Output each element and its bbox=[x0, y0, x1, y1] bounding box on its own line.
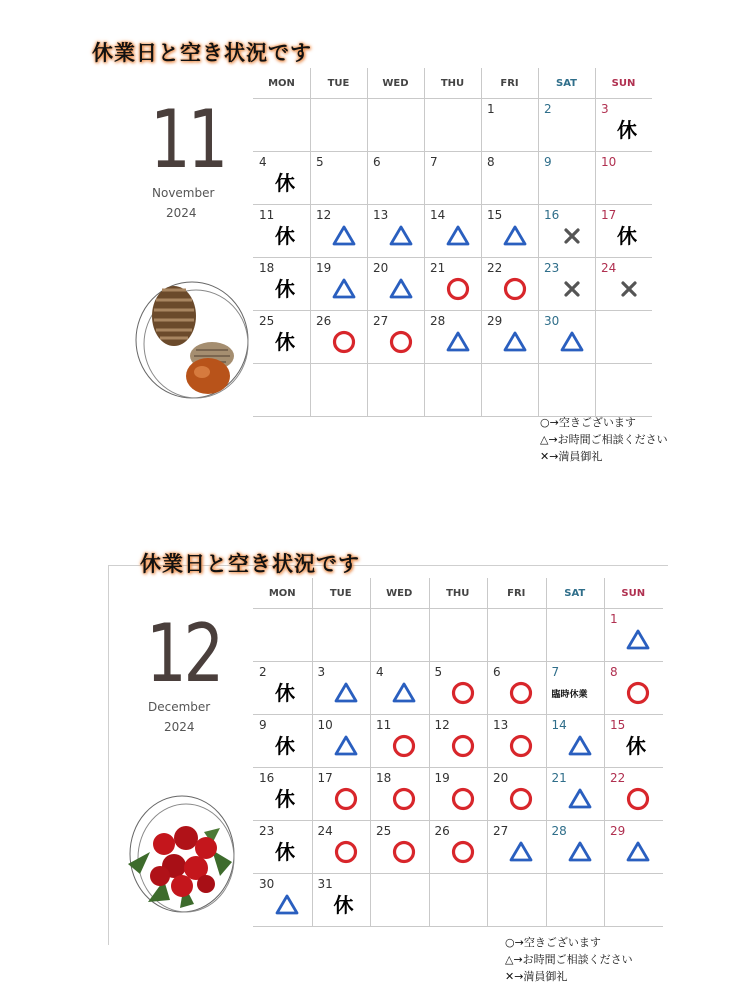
day-number: 3 bbox=[601, 102, 609, 116]
triangle-icon bbox=[388, 223, 414, 249]
triangle-icon bbox=[331, 223, 357, 249]
legend-circle: ○→空きございます bbox=[505, 936, 601, 949]
day-number: 12 bbox=[434, 718, 450, 732]
day-number: 20 bbox=[373, 261, 389, 275]
november-calendar-grid bbox=[253, 68, 653, 413]
triangle-icon bbox=[625, 627, 651, 653]
closed-day-label: 休 bbox=[275, 330, 295, 354]
triangle-icon bbox=[502, 329, 528, 355]
cross-icon bbox=[559, 223, 585, 249]
day-number: 4 bbox=[259, 155, 267, 169]
triangle-icon bbox=[559, 329, 585, 355]
day-number: 21 bbox=[551, 771, 567, 785]
closed-day-label: 休 bbox=[275, 840, 295, 864]
day-number: 15 bbox=[610, 718, 626, 732]
triangle-icon bbox=[445, 329, 471, 355]
closed-day-label: 休 bbox=[275, 277, 295, 301]
day-number: 1 bbox=[487, 102, 495, 116]
day-number: 16 bbox=[544, 208, 560, 222]
day-number: 25 bbox=[376, 824, 392, 838]
temporary-closure-note: 臨時休業 bbox=[551, 690, 588, 700]
day-number: 22 bbox=[610, 771, 626, 785]
day-number: 7 bbox=[430, 155, 438, 169]
weekday-header-wed: WED bbox=[386, 588, 413, 599]
closed-day-label: 休 bbox=[275, 681, 295, 705]
day-number: 13 bbox=[493, 718, 509, 732]
weekday-header-sat: SAT bbox=[564, 588, 586, 599]
day-number: 29 bbox=[487, 314, 503, 328]
legend bbox=[505, 934, 633, 985]
circle-icon bbox=[450, 839, 476, 865]
circle-icon bbox=[391, 839, 417, 865]
red-flower-wreath-illustration bbox=[120, 792, 250, 932]
weekday-header-wed: WED bbox=[382, 78, 409, 89]
day-number: 11 bbox=[376, 718, 392, 732]
circle-icon bbox=[502, 276, 528, 302]
triangle-icon bbox=[274, 892, 300, 918]
triangle-icon bbox=[333, 733, 359, 759]
triangle-icon bbox=[331, 276, 357, 302]
circle-icon bbox=[508, 786, 534, 812]
triangle-icon bbox=[388, 276, 414, 302]
triangle-icon bbox=[567, 733, 593, 759]
circle-icon bbox=[625, 786, 651, 812]
legend-triangle: △→お時間ご相談ください bbox=[540, 433, 668, 446]
triangle-icon bbox=[508, 839, 534, 865]
cross-icon bbox=[616, 276, 642, 302]
month-number: 11 bbox=[150, 93, 226, 186]
weekday-header-sun: SUN bbox=[611, 78, 636, 89]
day-number: 11 bbox=[259, 208, 275, 222]
weekday-header-thu: THU bbox=[440, 78, 465, 89]
day-number: 18 bbox=[259, 261, 275, 275]
day-number: 4 bbox=[376, 665, 384, 679]
day-number: 18 bbox=[376, 771, 392, 785]
day-number: 6 bbox=[373, 155, 381, 169]
weekday-header-tue: TUE bbox=[327, 78, 350, 89]
day-number: 14 bbox=[430, 208, 446, 222]
weekday-header-mon: MON bbox=[268, 588, 296, 599]
page-title: 休業日と空き状況です bbox=[140, 552, 360, 576]
month-number: 12 bbox=[146, 607, 222, 700]
closed-day-label: 休 bbox=[617, 224, 637, 248]
day-number: 27 bbox=[373, 314, 389, 328]
triangle-icon bbox=[333, 680, 359, 706]
legend-cross: ✕→満員御礼 bbox=[540, 450, 603, 463]
day-number: 13 bbox=[373, 208, 389, 222]
weekday-header-sun: SUN bbox=[621, 588, 646, 599]
day-number: 10 bbox=[601, 155, 617, 169]
day-number: 23 bbox=[544, 261, 560, 275]
day-number: 31 bbox=[317, 877, 333, 891]
day-number: 1 bbox=[610, 612, 618, 626]
weekday-header-mon: MON bbox=[268, 78, 295, 89]
circle-icon bbox=[450, 733, 476, 759]
day-number: 5 bbox=[434, 665, 443, 679]
month-year: 2024 bbox=[164, 720, 195, 734]
circle-icon bbox=[450, 680, 476, 706]
legend bbox=[540, 414, 668, 465]
day-number: 26 bbox=[316, 314, 332, 328]
closed-day-label: 休 bbox=[275, 171, 295, 195]
closed-day-label: 休 bbox=[333, 893, 354, 917]
triangle-icon bbox=[445, 223, 471, 249]
circle-icon bbox=[388, 329, 414, 355]
day-number: 12 bbox=[316, 208, 332, 222]
day-number: 19 bbox=[434, 771, 450, 785]
day-number: 24 bbox=[317, 824, 333, 838]
legend-cross: ✕→満員御礼 bbox=[505, 970, 568, 983]
triangle-icon bbox=[391, 680, 417, 706]
day-number: 8 bbox=[610, 665, 618, 679]
day-number: 10 bbox=[317, 718, 333, 732]
day-number: 9 bbox=[259, 718, 267, 732]
weekday-header-tue: TUE bbox=[329, 588, 352, 599]
circle-icon bbox=[508, 680, 534, 706]
day-number: 17 bbox=[601, 208, 617, 222]
december-calendar-grid bbox=[253, 578, 663, 943]
day-number: 8 bbox=[487, 155, 495, 169]
day-number: 3 bbox=[317, 665, 326, 679]
legend-circle: ○→空きございます bbox=[540, 416, 636, 429]
day-number: 28 bbox=[551, 824, 567, 838]
triangle-icon bbox=[567, 839, 593, 865]
circle-icon bbox=[450, 786, 476, 812]
day-number: 23 bbox=[259, 824, 275, 838]
day-number: 16 bbox=[259, 771, 275, 785]
cross-icon bbox=[559, 276, 585, 302]
day-number: 27 bbox=[493, 824, 509, 838]
day-number: 21 bbox=[430, 261, 446, 275]
weekday-header-fri: FRI bbox=[507, 588, 526, 599]
day-number: 24 bbox=[601, 261, 617, 275]
closed-day-label: 休 bbox=[626, 734, 646, 758]
circle-icon bbox=[625, 680, 651, 706]
circle-icon bbox=[445, 276, 471, 302]
month-name: November bbox=[152, 186, 215, 200]
month-name: December bbox=[148, 700, 211, 714]
day-number: 5 bbox=[316, 155, 324, 169]
day-number: 2 bbox=[544, 102, 552, 116]
day-number: 28 bbox=[430, 314, 446, 328]
closed-day-label: 休 bbox=[617, 118, 637, 142]
day-number: 29 bbox=[610, 824, 626, 838]
day-number: 25 bbox=[259, 314, 275, 328]
day-number: 2 bbox=[259, 665, 267, 679]
day-number: 7 bbox=[551, 665, 560, 679]
circle-icon bbox=[391, 786, 417, 812]
triangle-icon bbox=[502, 223, 528, 249]
day-number: 30 bbox=[544, 314, 560, 328]
day-number: 30 bbox=[259, 877, 275, 891]
page-title: 休業日と空き状況です bbox=[92, 41, 312, 65]
pinecone-acorn-illustration bbox=[132, 278, 252, 408]
day-number: 9 bbox=[544, 155, 552, 169]
day-number: 20 bbox=[493, 771, 509, 785]
day-number: 22 bbox=[487, 261, 503, 275]
circle-icon bbox=[331, 329, 357, 355]
closed-day-label: 休 bbox=[275, 224, 295, 248]
circle-icon bbox=[508, 733, 534, 759]
day-number: 6 bbox=[493, 665, 501, 679]
december-calendar-panel bbox=[0, 510, 750, 1000]
day-number: 14 bbox=[551, 718, 567, 732]
triangle-icon bbox=[625, 839, 651, 865]
weekday-header-sat: SAT bbox=[556, 78, 577, 89]
day-number: 19 bbox=[316, 261, 332, 275]
legend-triangle: △→お時間ご相談ください bbox=[505, 953, 633, 966]
circle-icon bbox=[391, 733, 417, 759]
weekday-header-thu: THU bbox=[446, 588, 470, 599]
weekday-header-fri: FRI bbox=[500, 78, 519, 89]
closed-day-label: 休 bbox=[275, 787, 295, 811]
triangle-icon bbox=[567, 786, 593, 812]
day-number: 15 bbox=[487, 208, 503, 222]
circle-icon bbox=[333, 786, 359, 812]
month-year: 2024 bbox=[166, 206, 197, 220]
day-number: 26 bbox=[434, 824, 450, 838]
closed-day-label: 休 bbox=[275, 734, 295, 758]
circle-icon bbox=[333, 839, 359, 865]
day-number: 17 bbox=[317, 771, 333, 785]
